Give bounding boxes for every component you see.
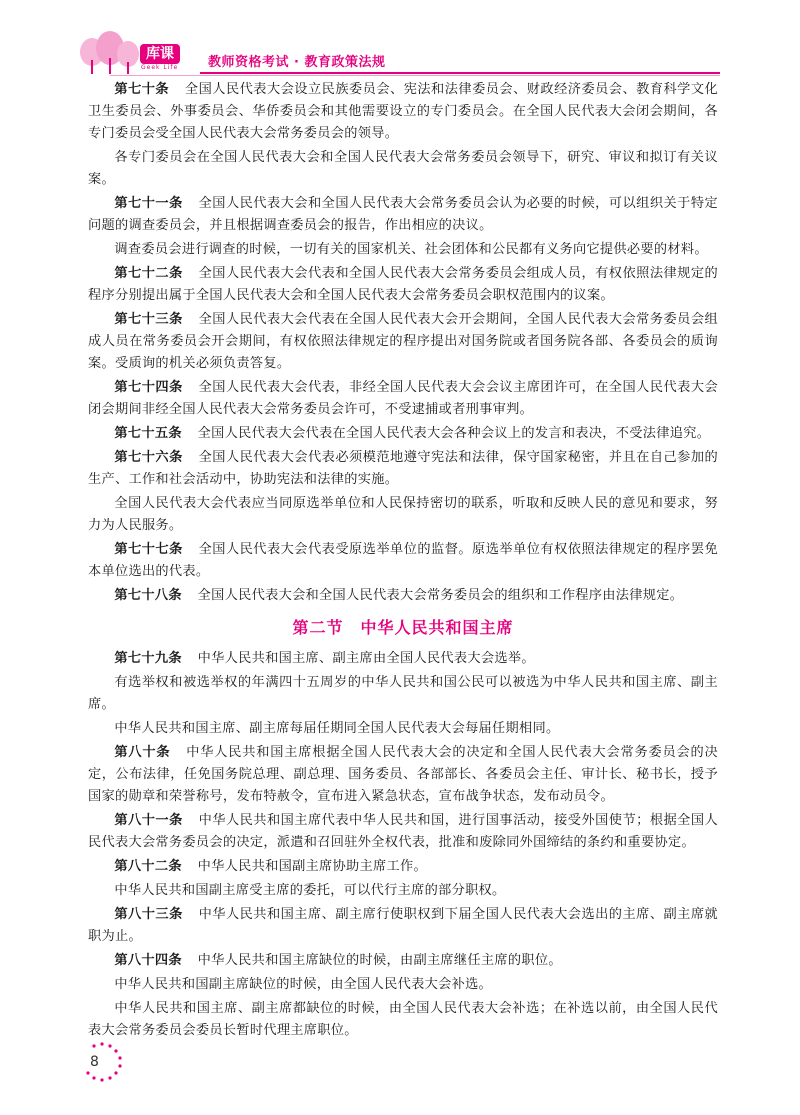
- article-number: 第八十四条: [114, 953, 182, 968]
- article-text: 全国人民代表大会设立民族委员会、宪法和法律委员会、财政经济委员会、教育科学文化卫生委员会、外事委员会、华侨委员会和其他需要设立的专门委员会。在全国人民代表大会闭会期间，各专门委员会受全国人民代表大会常务委员会的领导。: [88, 82, 718, 141]
- article-paragraph: [88, 309, 718, 375]
- page-header: [0, 0, 800, 80]
- document-body: [88, 79, 718, 1044]
- article-number: 第七十三条: [114, 312, 183, 327]
- article-text: 全国人民代表大会代表，非经全国人民代表大会会议主席团许可，在全国人民代表大会闭会期间非经全国人民代表大会常务委员会许可，不受逮捕或者刑事审判。: [88, 380, 718, 417]
- article-paragraph: [88, 423, 718, 445]
- article-text: 全国人民代表大会代表在全国人民代表大会开会期间，全国人民代表大会常务委员会组成人员在常务委员会开会期间，有权依照法律规定的程序提出对国务院或者国务院各部、各委员会的质询案。受质询的机关必须负责答复。: [88, 312, 718, 371]
- article-paragraph: [88, 950, 718, 972]
- article-paragraph: [88, 810, 718, 854]
- article-number: 第八十二条: [114, 859, 182, 874]
- header-divider: [200, 72, 720, 74]
- article-list-1: [88, 79, 718, 607]
- article-text: 调查委员会进行调查的时候，一切有关的国家机关、社会团体和公民都有义务向它提供必要的材料。: [114, 242, 708, 257]
- article-text: 中华人民共和国主席、副主席由全国人民代表大会选举。: [197, 651, 535, 666]
- header-title: 教师资格考试 · 教育政策法规: [208, 55, 386, 70]
- article-number: 第七十四条: [114, 380, 183, 395]
- article-paragraph: [88, 447, 718, 491]
- article-text: 中华人民共和国主席根据全国人民代表大会的决定和全国人民代表大会常务委员会的决定，公布法律，任免国务院总理、副总理、国务委员、各部部长、各委员会主任、审计长、秘书长，授予国家的勋章和荣誉称号，发布特赦令，宣布进入紧急状态，宣布战争状态，发布动员令。: [88, 745, 718, 804]
- article-text: 各专门委员会在全国人民代表大会和全国人民代表大会常务委员会领导下，研究、审议和拟订有关议案。: [88, 150, 718, 187]
- article-text: 有选举权和被选举权的年满四十五周岁的中华人民共和国公民可以被选为中华人民共和国主席、副主席。: [88, 675, 718, 712]
- article-paragraph: [88, 585, 718, 607]
- article-text: 中华人民共和国主席、副主席都缺位的时候，由全国人民代表大会补选；在补选以前，由全国人民代表大会常务委员会委员长暂时代理主席职位。: [88, 1001, 718, 1038]
- article-text: 中华人民共和国主席、副主席每届任期同全国人民代表大会每届任期相同。: [114, 721, 560, 736]
- article-text: 全国人民代表大会和全国人民代表大会常务委员会认为必要的时候，可以组织关于特定问题的调查委员会，并且根据调查委员会的报告，作出相应的决议。: [88, 196, 718, 233]
- article-text: 中华人民共和国主席缺位的时候，由副主席继任主席的职位。: [197, 953, 562, 968]
- article-text: 中华人民共和国主席、副主席行使职权到下届全国人民代表大会选出的主席、副主席就职为止。: [88, 907, 718, 944]
- article-paragraph: [88, 672, 718, 716]
- article-paragraph: [88, 998, 718, 1042]
- article-text: 全国人民代表大会代表和全国人民代表大会常务委员会组成人员，有权依照法律规定的程序分别提出属于全国人民代表大会和全国人民代表大会常务委员会职权范围内的议案。: [88, 266, 718, 303]
- article-number: 第七十五条: [114, 426, 182, 441]
- article-paragraph: [88, 263, 718, 307]
- article-number: 第七十九条: [114, 651, 182, 666]
- article-paragraph: [88, 193, 718, 237]
- article-number: 第七十一条: [114, 196, 183, 211]
- article-number: 第八十三条: [114, 907, 183, 922]
- article-number: 第七十六条: [114, 450, 183, 465]
- article-paragraph: [88, 493, 718, 537]
- article-text: 中华人民共和国副主席受主席的委托，可以代行主席的部分职权。: [114, 883, 506, 898]
- article-paragraph: [88, 904, 718, 948]
- article-text: 全国人民代表大会代表应当同原选举单位和人民保持密切的联系，听取和反映人民的意见和要求，努力为人民服务。: [88, 496, 718, 533]
- article-paragraph: [88, 880, 718, 902]
- article-text: 中华人民共和国副主席缺位的时候，由全国人民代表大会补选。: [114, 977, 493, 992]
- article-number: 第八十一条: [114, 813, 183, 828]
- article-paragraph: [88, 239, 718, 261]
- logo-badge: 库课: [140, 44, 180, 64]
- page-number-ring-icon: [80, 1040, 124, 1084]
- article-paragraph: [88, 974, 718, 996]
- article-text: 全国人民代表大会和全国人民代表大会常务委员会的组织和工作程序由法律规定。: [197, 588, 684, 603]
- article-paragraph: [88, 856, 718, 878]
- article-paragraph: [88, 539, 718, 583]
- article-text: 中华人民共和国主席代表中华人民共和国，进行国事活动，接受外国使节；根据全国人民代表大会常务委员会的决定，派遣和召回驻外全权代表，批准和废除同外国缔结的条约和重要协定。: [88, 813, 718, 850]
- page-number-badge: [80, 1040, 124, 1084]
- article-paragraph: [88, 648, 718, 670]
- article-paragraph: [88, 718, 718, 740]
- page-number: 8: [90, 1054, 99, 1070]
- article-text: 中华人民共和国副主席协助主席工作。: [197, 859, 427, 874]
- logo-subtext: Geek Life: [141, 64, 179, 71]
- article-text: 全国人民代表大会代表必须模范地遵守宪法和法律，保守国家秘密，并且在自己参加的生产、工作和社会活动中，协助宪法和法律的实施。: [88, 450, 718, 487]
- header-divider-thin: [110, 75, 720, 76]
- article-number: 第七十八条: [114, 588, 182, 603]
- article-number: 第七十七条: [114, 542, 183, 557]
- article-paragraph: [88, 79, 718, 145]
- article-list-2: [88, 648, 718, 1042]
- article-text: 全国人民代表大会代表在全国人民代表大会各种会议上的发言和表决，不受法律追究。: [197, 426, 711, 441]
- section-title: 第二节 中华人民共和国主席: [292, 618, 514, 637]
- article-number: 第七十条: [114, 82, 170, 97]
- article-text: 全国人民代表大会代表受原选举单位的监督。原选举单位有权依照法律规定的程序罢免本单位选出的代表。: [88, 542, 718, 579]
- article-number: 第七十二条: [114, 266, 183, 281]
- article-paragraph: [88, 147, 718, 191]
- article-number: 第八十条: [114, 745, 171, 760]
- article-paragraph: [88, 377, 718, 421]
- article-paragraph: [88, 742, 718, 808]
